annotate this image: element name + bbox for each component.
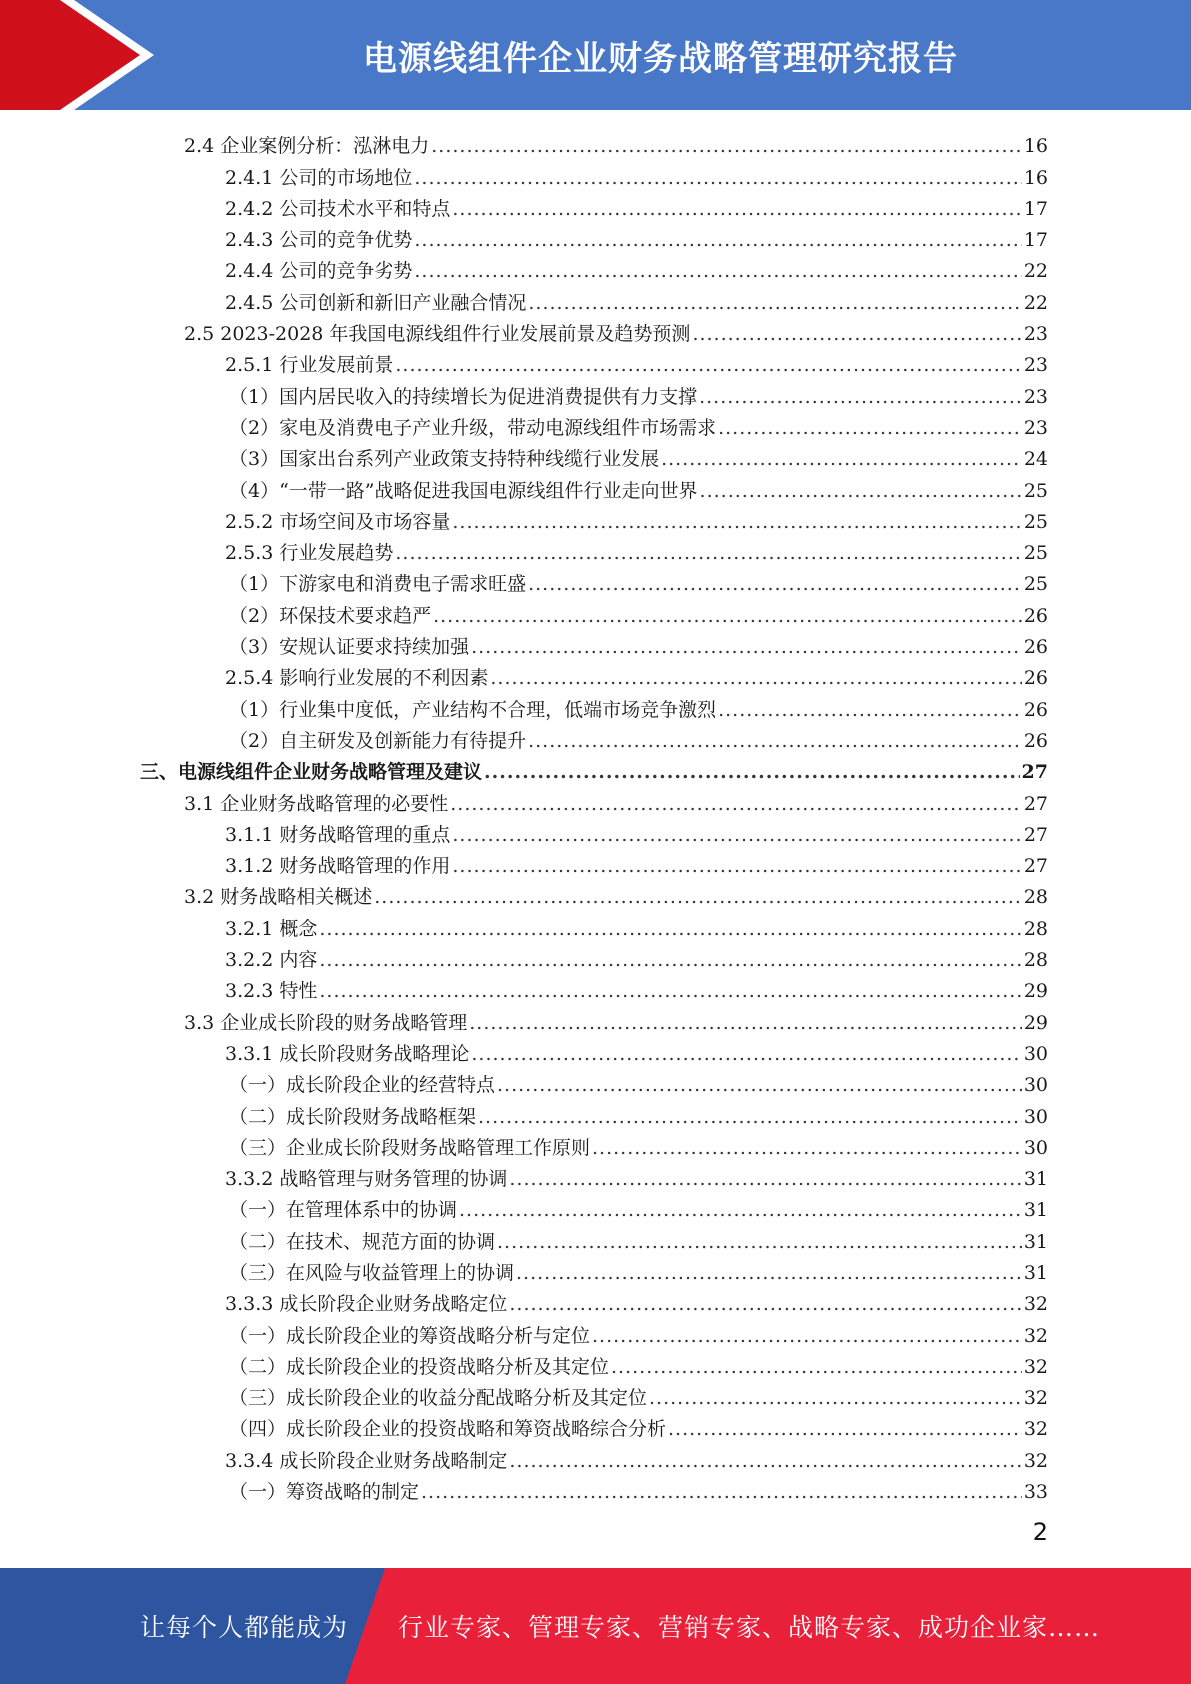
toc-entry-page: 23	[1023, 385, 1048, 408]
toc-entry-page: 32	[1023, 1418, 1048, 1441]
toc-dot-leader	[509, 1167, 1021, 1191]
toc-entry[interactable]	[0, 1160, 1191, 1191]
toc-entry-page: 26	[1023, 729, 1048, 752]
toc-dot-leader	[699, 385, 1022, 409]
toc-entry-page: 30	[1023, 1042, 1048, 1065]
toc-entry-page: 28	[1023, 917, 1048, 940]
toc-entry-title: （4）“一带一路”战略促进我国电源线组件行业走向世界	[229, 479, 698, 502]
toc-entry-title: （二）成长阶段企业的投资战略分析及其定位	[229, 1355, 610, 1378]
toc-entry-page: 25	[1023, 479, 1048, 502]
toc-entry-title: （四）成长阶段企业的投资战略和筹资战略综合分析	[229, 1418, 667, 1441]
toc-entry[interactable]	[0, 1473, 1191, 1504]
toc-entry-page: 32	[1023, 1355, 1048, 1378]
toc-entry[interactable]	[0, 377, 1191, 408]
toc-entry[interactable]	[0, 1191, 1191, 1222]
toc-entry-title: （一）成长阶段企业的筹资战略分析与定位	[229, 1324, 591, 1347]
toc-entry-title: （1）国内居民收入的持续增长为促进消费提供有力支撑	[229, 385, 698, 408]
toc-entry[interactable]	[0, 1254, 1191, 1285]
toc-entry-page: 17	[1023, 197, 1048, 220]
toc-entry-title: 2.5.3 行业发展趋势	[225, 542, 394, 565]
toc-entry-page: 30	[1023, 1074, 1048, 1097]
toc-entry[interactable]	[0, 1348, 1191, 1379]
toc-entry[interactable]	[0, 127, 1191, 158]
document-title: 电源线组件企业财务战略管理研究报告	[363, 38, 958, 79]
toc-entry-page: 29	[1023, 980, 1048, 1003]
toc-entry-title: 3.3.3 成长阶段企业财务战略定位	[225, 1293, 508, 1316]
toc-entry-title: 2.5 2023-2028 年我国电源线组件行业发展前景及趋势预测	[184, 323, 691, 346]
toc-entry-title: 3.3.1 成长阶段财务战略理论	[225, 1042, 470, 1065]
toc-entry[interactable]	[0, 252, 1191, 283]
toc-entry-title: （一）成长阶段企业的经营特点	[229, 1074, 496, 1097]
toc-entry-title: 3.3.4 成长阶段企业财务战略制定	[225, 1449, 508, 1472]
toc-entry-title: 3.2.2 内容	[225, 949, 318, 972]
toc-entry[interactable]	[0, 690, 1191, 721]
page-footer	[0, 1568, 1191, 1684]
toc-dot-leader	[450, 792, 1022, 816]
toc-entry-page: 23	[1023, 323, 1048, 346]
toc-entry[interactable]	[0, 1097, 1191, 1128]
toc-entry-page: 27	[1023, 855, 1048, 878]
toc-entry-title: （2）环保技术要求趋严	[229, 604, 432, 627]
toc-entry[interactable]	[0, 1285, 1191, 1316]
toc-dot-leader	[528, 572, 1022, 596]
toc-entry-page: 16	[1023, 135, 1048, 158]
toc-entry-title: 2.4 企业案例分析：泓淋电力	[184, 135, 430, 158]
toc-entry[interactable]	[0, 596, 1191, 627]
toc-entry-title: 3.1 企业财务战略管理的必要性	[184, 792, 449, 815]
toc-entry[interactable]	[0, 503, 1191, 534]
toc-entry-title: 3.1.2 财务战略管理的作用	[225, 855, 451, 878]
toc-dot-leader	[395, 353, 1021, 377]
page-header	[0, 0, 1191, 110]
toc-dot-leader	[700, 479, 1022, 503]
toc-entry-title: 2.4.4 公司的竞争劣势	[225, 260, 413, 283]
toc-entry[interactable]	[0, 440, 1191, 471]
toc-entry[interactable]	[0, 722, 1191, 753]
toc-dot-leader	[319, 948, 1021, 972]
toc-dot-leader	[528, 291, 1021, 315]
toc-entry[interactable]	[0, 753, 1191, 784]
toc-entry[interactable]	[0, 628, 1191, 659]
toc-entry[interactable]	[0, 283, 1191, 314]
toc-entry-title: （3）国家出台系列产业政策支持特种线缆行业发展	[229, 448, 660, 471]
toc-dot-leader	[459, 1198, 1022, 1222]
toc-entry-page: 29	[1023, 1011, 1048, 1034]
toc-entry[interactable]	[0, 847, 1191, 878]
toc-entry-page: 23	[1023, 416, 1048, 439]
toc-dot-leader	[431, 134, 1022, 158]
footer-slogan-left: 让每个人都能成为	[140, 1613, 349, 1642]
toc-dot-leader	[421, 1480, 1022, 1504]
toc-entry-title: 2.4.1 公司的市场地位	[225, 166, 413, 189]
toc-entry-page: 32	[1023, 1449, 1048, 1472]
toc-entry-page: 17	[1023, 229, 1048, 252]
toc-dot-leader	[452, 854, 1021, 878]
header-red-chevron	[0, 0, 140, 110]
toc-dot-leader	[319, 917, 1021, 941]
toc-entry-title: （三）成长阶段企业的收益分配战略分析及其定位	[229, 1387, 648, 1410]
toc-entry[interactable]	[0, 1316, 1191, 1347]
toc-entry-title: （三）在风险与收益管理上的协调	[229, 1261, 515, 1284]
toc-dot-leader	[528, 729, 1022, 753]
toc-entry-page: 26	[1023, 667, 1048, 690]
toc-entry-page: 26	[1023, 698, 1048, 721]
toc-entry[interactable]	[0, 471, 1191, 502]
toc-dot-leader	[452, 823, 1021, 847]
footer-slogan-right: 行业专家、管理专家、营销专家、战略专家、成功企业家……	[398, 1613, 1101, 1642]
toc-entry-title: 3.3 企业成长阶段的财务战略管理	[184, 1011, 468, 1034]
toc-entry-page: 23	[1023, 354, 1048, 377]
toc-entry[interactable]	[0, 878, 1191, 909]
toc-entry-page: 31	[1023, 1168, 1048, 1191]
toc-entry-title: 3.2.3 特性	[225, 980, 318, 1003]
page-number: 2	[1032, 1518, 1048, 1546]
toc-entry-page: 31	[1023, 1199, 1048, 1222]
toc-entry-page: 31	[1023, 1230, 1048, 1253]
toc-entry-title: 2.5.1 行业发展前景	[225, 354, 394, 377]
toc-entry-page: 32	[1023, 1293, 1048, 1316]
toc-entry[interactable]	[0, 1410, 1191, 1441]
toc-dot-leader	[490, 666, 1021, 690]
toc-dot-leader	[611, 1355, 1022, 1379]
toc-entry[interactable]	[0, 565, 1191, 596]
toc-entry[interactable]	[0, 190, 1191, 221]
toc-entry[interactable]	[0, 816, 1191, 847]
toc-entry-title: 3.2.1 概念	[225, 917, 318, 940]
toc-entry-title: （1）行业集中度低，产业结构不合理，低端市场竞争激烈	[229, 698, 717, 721]
toc-dot-leader	[592, 1136, 1022, 1160]
toc-entry-page: 16	[1023, 166, 1048, 189]
toc-dot-leader	[718, 698, 1022, 722]
toc-entry-page: 24	[1023, 448, 1048, 471]
toc-entry-title: 2.4.5 公司创新和新旧产业融合情况	[225, 291, 527, 314]
toc-entry-title: 3.3.2 战略管理与财务管理的协调	[225, 1168, 508, 1191]
toc-entry-page: 26	[1023, 636, 1048, 659]
toc-entry[interactable]	[0, 972, 1191, 1003]
toc-entry[interactable]	[0, 784, 1191, 815]
toc-entry-page: 33	[1023, 1481, 1048, 1504]
toc-entry-page: 32	[1023, 1387, 1048, 1410]
toc-dot-leader	[478, 1105, 1022, 1129]
toc-entry[interactable]	[0, 659, 1191, 690]
toc-dot-leader	[484, 760, 1020, 784]
toc-dot-leader	[395, 541, 1021, 565]
toc-entry-title: 3.2 财务战略相关概述	[184, 886, 373, 909]
toc-entry-page: 25	[1023, 542, 1048, 565]
toc-entry[interactable]	[0, 1379, 1191, 1410]
toc-entry-page: 28	[1023, 949, 1048, 972]
toc-entry-page: 27	[1021, 761, 1048, 784]
toc-entry-page: 31	[1023, 1261, 1048, 1284]
toc-dot-leader	[649, 1386, 1022, 1410]
toc-dot-leader	[516, 1261, 1022, 1285]
toc-entry[interactable]	[0, 1066, 1191, 1097]
toc-dot-leader	[718, 416, 1022, 440]
toc-dot-leader	[592, 1324, 1022, 1348]
toc-entry[interactable]	[0, 221, 1191, 252]
toc-entry[interactable]	[0, 158, 1191, 189]
toc-dot-leader	[497, 1230, 1022, 1254]
toc-entry-title: （2）自主研发及创新能力有待提升	[229, 729, 527, 752]
toc-dot-leader	[319, 979, 1021, 1003]
toc-entry-title: 3.1.1 财务战略管理的重点	[225, 823, 451, 846]
toc-entry-title: （2）家电及消费电子产业升级，带动电源线组件市场需求	[229, 416, 717, 439]
toc-dot-leader	[509, 1292, 1021, 1316]
toc-entry[interactable]	[0, 1003, 1191, 1034]
toc-entry-page: 28	[1023, 886, 1048, 909]
toc-entry[interactable]	[0, 315, 1191, 346]
toc-dot-leader	[668, 1417, 1022, 1441]
toc-entry[interactable]	[0, 1035, 1191, 1066]
toc-dot-leader	[414, 259, 1021, 283]
toc-entry-title: （1）下游家电和消费电子需求旺盛	[229, 573, 527, 596]
toc-entry-title: 三、电源线组件企业财务战略管理及建议	[140, 761, 483, 784]
toc-entry[interactable]	[0, 1129, 1191, 1160]
toc-entry[interactable]	[0, 534, 1191, 565]
toc-entry-page: 32	[1023, 1324, 1048, 1347]
toc-entry-title: （二）在技术、规范方面的协调	[229, 1230, 496, 1253]
toc-dot-leader	[497, 1073, 1022, 1097]
toc-dot-leader	[433, 604, 1022, 628]
toc-dot-leader	[692, 322, 1021, 346]
toc-dot-leader	[471, 635, 1022, 659]
toc-entry-page: 26	[1023, 604, 1048, 627]
toc-entry-title: （3）安规认证要求持续加强	[229, 636, 470, 659]
toc-dot-leader	[414, 228, 1021, 252]
toc-entry-title: 2.5.2 市场空间及市场容量	[225, 510, 451, 533]
table-of-contents	[0, 127, 1191, 1504]
toc-entry-page: 27	[1023, 823, 1048, 846]
toc-entry[interactable]	[0, 1222, 1191, 1253]
toc-entry-title: 2.5.4 影响行业发展的不利因素	[225, 667, 489, 690]
toc-entry-page: 25	[1023, 510, 1048, 533]
toc-entry-page: 30	[1023, 1105, 1048, 1128]
toc-entry-title: （一）在管理体系中的协调	[229, 1199, 458, 1222]
toc-entry-title: （二）成长阶段财务战略框架	[229, 1105, 477, 1128]
toc-entry-title: 2.4.3 公司的竞争优势	[225, 229, 413, 252]
toc-entry-page: 27	[1023, 792, 1048, 815]
toc-dot-leader	[452, 197, 1021, 221]
toc-entry-title: （三）企业成长阶段财务战略管理工作原则	[229, 1136, 591, 1159]
toc-entry[interactable]	[0, 1441, 1191, 1472]
toc-entry-page: 25	[1023, 573, 1048, 596]
toc-entry[interactable]	[0, 409, 1191, 440]
header-arrow-decoration	[0, 0, 160, 110]
toc-dot-leader	[471, 1042, 1021, 1066]
toc-entry-title: （一）筹资战略的制定	[229, 1481, 420, 1504]
toc-dot-leader	[374, 885, 1022, 909]
toc-entry-title: 2.4.2 公司技术水平和特点	[225, 197, 451, 220]
toc-entry-page: 22	[1023, 291, 1048, 314]
toc-dot-leader	[452, 510, 1021, 534]
toc-dot-leader	[469, 1011, 1022, 1035]
toc-entry[interactable]	[0, 909, 1191, 940]
toc-entry[interactable]	[0, 346, 1191, 377]
toc-dot-leader	[509, 1449, 1021, 1473]
toc-entry-page: 30	[1023, 1136, 1048, 1159]
toc-entry-page: 22	[1023, 260, 1048, 283]
toc-dot-leader	[661, 447, 1022, 471]
toc-dot-leader	[414, 166, 1021, 190]
toc-entry[interactable]	[0, 941, 1191, 972]
